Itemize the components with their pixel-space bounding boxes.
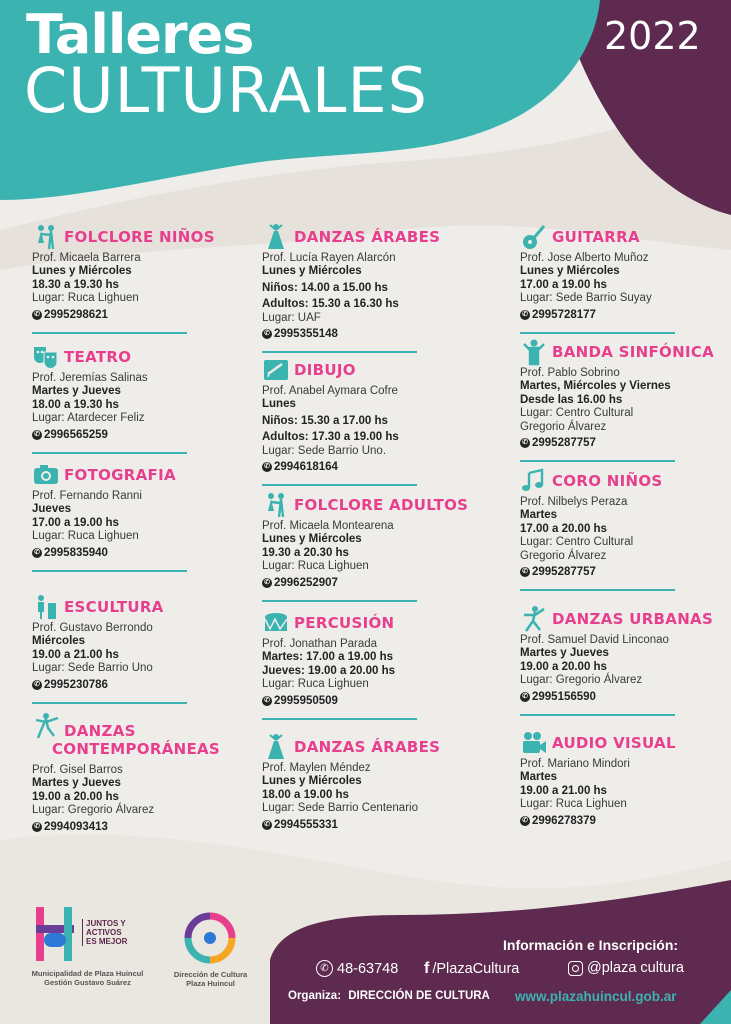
workshop-percusion (262, 608, 472, 720)
workshop-detail-line: 17.00 a 19.00 hs (520, 278, 607, 291)
workshop-name: DIBUJO (294, 361, 356, 379)
section-divider (520, 332, 675, 334)
drum-icon (262, 609, 290, 637)
workshop-phone-number: 2995156590 (532, 690, 596, 703)
workshop-detail-line: Lugar: Ruca Lighuen (262, 560, 369, 573)
workshop-detail-line: Prof. Pablo Sobrino (520, 367, 620, 379)
camera-icon (32, 461, 60, 489)
workshop-name: DANZAS ÁRABES (294, 738, 441, 756)
whatsapp-icon: ✆ (32, 822, 42, 832)
instagram-icon (568, 961, 583, 976)
workshop-banda-sinfonica (520, 337, 730, 462)
organiza-value: DIRECCIÓN DE CULTURA (348, 990, 490, 1002)
workshop-name-line2: CONTEMPORÁNEAS (52, 740, 221, 758)
workshop-detail-line: Gregorio Álvarez (520, 420, 607, 433)
workshop-detail-line: Prof. Anabel Aymara Cofre (262, 385, 398, 397)
workshop-audio-visual (520, 728, 730, 828)
workshop-detail-line: 18.00 a 19.00 hs (262, 788, 349, 801)
workshop-header (520, 337, 730, 367)
workshop-phone[interactable] (262, 460, 472, 474)
whatsapp-icon: ✆ (520, 310, 530, 320)
workshop-dibujo (262, 355, 472, 486)
workshop-detail-line: 17.00 a 20.00 hs (520, 522, 607, 535)
workshop-name: FOTOGRAFIA (64, 466, 176, 484)
workshop-name: CORO NIÑOS (552, 472, 663, 490)
belly-dancer-icon (262, 223, 290, 251)
workshop-phone[interactable] (32, 428, 242, 442)
workshop-name: DANZAS URBANAS (552, 610, 714, 628)
workshop-detail-line: Desde las 16.00 hs (520, 393, 623, 406)
workshop-detail-line: 17.00 a 19.00 hs (32, 516, 119, 529)
whatsapp-icon: ✆ (32, 548, 42, 558)
workshop-detail-line: Lugar: Ruca Lighuen (262, 678, 369, 691)
workshop-name: PERCUSIÓN (294, 614, 395, 632)
workshop-detail-line: Niños: 14.00 a 15.00 hs (262, 281, 388, 294)
workshop-detail-line: Lunes y Miércoles (262, 265, 362, 278)
workshop-detail-line: Prof. Samuel David Linconao (520, 634, 669, 646)
workshop-phone-number: 2996565259 (44, 428, 108, 441)
drawing-hand-icon (262, 356, 290, 384)
footer-phone[interactable] (316, 960, 398, 977)
workshop-phone-number: 2995835940 (44, 546, 108, 559)
workshop-name: DANZAS (64, 722, 136, 740)
whatsapp-icon: ✆ (32, 430, 42, 440)
section-divider (262, 351, 417, 353)
workshop-detail-line: Lugar: Ruca Lighuen (520, 798, 627, 811)
workshop-phone-number: 2994618164 (274, 461, 338, 474)
footer-phone-number: 48-63748 (337, 960, 399, 977)
whatsapp-icon: ✆ (262, 462, 272, 472)
belly-dancer-icon (262, 733, 290, 761)
whatsapp-icon: ✆ (32, 680, 42, 690)
workshop-detail-line: Martes y Jueves (32, 777, 121, 790)
workshop-detail-line: Miércoles (32, 635, 86, 648)
workshop-detail-line: Martes y Jueves (520, 647, 609, 660)
workshop-phone-number: 2995287757 (532, 437, 596, 450)
section-divider (32, 452, 187, 454)
workshop-header (520, 728, 730, 758)
title-culturales: CULTURALES (24, 54, 428, 127)
workshop-phone[interactable] (32, 546, 242, 560)
whatsapp-icon: ✆ (262, 820, 272, 830)
workshop-header (262, 355, 472, 385)
section-divider (262, 600, 417, 602)
workshop-detail-line: Prof. Jeremías Salinas (32, 372, 148, 384)
whatsapp-icon: ✆ (520, 567, 530, 577)
workshop-phone-number: 2996278379 (532, 814, 596, 827)
info-title: Información e Inscripción: (503, 937, 679, 953)
whatsapp-icon: ✆ (520, 692, 530, 702)
workshop-detail-line: Prof. Gustavo Berrondo (32, 622, 153, 634)
facebook-handle: /PlazaCultura (432, 961, 520, 977)
workshop-header (262, 608, 472, 638)
workshop-detail-line: Prof. Micaela Barrera (32, 252, 141, 264)
theater-masks-icon (32, 343, 60, 371)
workshop-detail-line: Prof. Nilbelys Peraza (520, 496, 628, 508)
workshop-detail-line: Lugar: Centro Cultural (520, 536, 634, 549)
footer-facebook[interactable] (424, 960, 519, 978)
section-divider (32, 702, 187, 704)
workshop-name: BANDA SINFÓNICA (552, 343, 715, 361)
workshop-phone[interactable] (262, 576, 472, 590)
section-divider (262, 718, 417, 720)
facebook-icon: f (424, 960, 430, 977)
workshop-detail-line: Lunes y Miércoles (262, 775, 362, 788)
workshop-phone-number: 2994093413 (44, 820, 108, 833)
footer-instagram[interactable] (568, 960, 684, 976)
workshop-phone[interactable] (520, 814, 730, 828)
website-link[interactable]: www.plazahuincul.gob.ar (515, 989, 677, 1004)
workshop-detail-line: Lugar: Sede Barrio Uno (32, 662, 153, 675)
guitar-icon (520, 223, 548, 251)
whatsapp-icon: ✆ (262, 578, 272, 588)
title-talleres: Talleres (26, 3, 254, 66)
cultura-caption-line2: Plaza Huincul (186, 979, 235, 988)
dancing-couple-icon (262, 491, 290, 519)
workshop-detail-line: Gregorio Álvarez (520, 549, 607, 562)
workshop-danzas-arabes-1 (262, 222, 472, 353)
conductor-icon (520, 338, 548, 366)
workshop-detail-line: 19.00 a 21.00 hs (520, 784, 607, 797)
municipal-caption-line1: Municipalidad de Plaza Huincul (31, 969, 144, 978)
workshop-detail-line: Prof. Gisel Barros (32, 764, 123, 776)
workshop-detail-line: Martes (520, 771, 558, 784)
municipal-caption (20, 969, 155, 987)
workshop-phone[interactable] (32, 308, 242, 322)
workshop-detail-line: Lugar: Gregorio Álvarez (520, 674, 643, 687)
workshop-phone-number: 2995355148 (274, 328, 338, 341)
cultura-caption-line1: Dirección de Cultura (173, 970, 248, 979)
urban-dancer-icon (520, 605, 548, 633)
workshop-header (32, 222, 242, 252)
workshop-detail-line: Prof. Jose Alberto Muñoz (520, 252, 649, 264)
workshop-phone-number: 2995728177 (532, 308, 596, 321)
cultura-caption (158, 970, 263, 988)
municipal-h-logo-icon (34, 905, 84, 963)
workshop-header (32, 460, 242, 490)
workshop-header (520, 466, 730, 496)
workshop-detail-line: Martes: 17.00 a 19.00 hs (262, 651, 394, 664)
workshop-phone[interactable] (520, 565, 730, 579)
workshop-detail-line: Martes (520, 509, 558, 522)
section-divider (262, 484, 417, 486)
workshop-detail-line: Prof. Fernando Ranni (32, 490, 142, 502)
slogan-line2: ACTIVOS (86, 928, 122, 937)
workshop-detail-line: Prof. Mariano Mindori (520, 758, 630, 770)
workshop-detail-line: Lugar: Centro Cultural (520, 407, 634, 420)
sculptor-icon (32, 593, 60, 621)
workshop-header (32, 342, 242, 372)
contemporary-dancer-icon (32, 712, 60, 740)
workshop-detail-line: Prof. Maylen Méndez (262, 762, 371, 774)
workshop-phone-number: 2995230786 (44, 678, 108, 691)
workshop-header (262, 222, 472, 252)
workshop-name: GUITARRA (552, 228, 640, 246)
workshop-escultura (32, 592, 242, 704)
phone-circle-icon: ✆ (316, 960, 333, 977)
section-divider (32, 570, 187, 572)
workshop-detail-line: Lunes y Miércoles (262, 533, 362, 546)
workshop-name: DANZAS ÁRABES (294, 228, 441, 246)
slogan-line3: ES MEJOR (86, 937, 128, 946)
workshop-detail-line: Lunes y Miércoles (520, 265, 620, 278)
workshop-danzas-arabes-2 (262, 732, 472, 832)
organiza-row (288, 990, 490, 1002)
video-camera-icon (520, 729, 548, 757)
workshop-name: ESCULTURA (64, 598, 164, 616)
workshop-detail-line: 19.00 a 20.00 hs (520, 660, 607, 673)
workshop-danzas-contemporaneas (32, 718, 242, 834)
section-divider (520, 714, 675, 716)
workshop-phone[interactable] (520, 308, 730, 322)
workshop-name: FOLCLORE NIÑOS (64, 228, 215, 246)
whatsapp-icon: ✆ (262, 696, 272, 706)
municipal-logo (34, 905, 144, 965)
workshop-phone[interactable] (262, 694, 472, 708)
workshop-phone[interactable] (520, 690, 730, 704)
workshop-folclore-adultos (262, 490, 472, 602)
workshop-phone[interactable] (520, 436, 730, 450)
workshop-coro-ninos (520, 466, 730, 591)
workshop-teatro (32, 342, 242, 454)
workshop-detail-line: Prof. Micaela Montearena (262, 520, 394, 532)
workshop-detail-line: Lunes y Miércoles (32, 265, 132, 278)
cultura-logo (180, 910, 240, 970)
workshop-detail-line: 19.00 a 20.00 hs (32, 790, 119, 803)
organiza-label: Organiza: (288, 990, 342, 1002)
workshop-detail-line: Martes y Jueves (32, 385, 121, 398)
workshop-folclore-ninos (32, 222, 242, 334)
whatsapp-icon: ✆ (520, 438, 530, 448)
section-divider (520, 460, 675, 462)
workshop-detail-line: 18.30 a 19.30 hs (32, 278, 119, 291)
workshop-detail-line: Jueves (32, 503, 72, 516)
municipal-caption-line2: Gestión Gustavo Suárez (44, 978, 131, 987)
workshop-header (32, 592, 242, 622)
whatsapp-icon: ✆ (32, 310, 42, 320)
workshop-detail-line: Niños: 15.30 a 17.00 hs (262, 414, 388, 427)
workshop-detail-line: Lugar: Gregorio Álvarez (32, 804, 155, 817)
workshop-detail-line: Lunes (262, 398, 296, 411)
workshop-phone[interactable] (32, 820, 242, 834)
workshop-detail-line: Adultos: 15.30 a 16.30 hs (262, 298, 399, 311)
workshop-detail-line: Lugar: Sede Barrio Suyay (520, 292, 652, 305)
workshop-header (262, 490, 472, 520)
workshop-detail-line: Lugar: Sede Barrio Uno. (262, 444, 387, 457)
workshop-name: AUDIO VISUAL (552, 734, 676, 752)
year-label: 2022 (604, 14, 701, 58)
dancing-couple-icon (32, 223, 60, 251)
workshop-name: FOLCLORE ADULTOS (294, 496, 469, 514)
workshop-phone[interactable] (262, 818, 472, 832)
instagram-handle: @plaza cultura (587, 960, 684, 976)
workshop-phone-number: 2995287757 (532, 566, 596, 579)
workshop-detail-line: 19.00 a 21.00 hs (32, 648, 119, 661)
workshop-detail-line: Prof. Jonathan Parada (262, 638, 378, 650)
whatsapp-icon: ✆ (262, 329, 272, 339)
workshop-detail-line: Martes, Miércoles y Viernes (520, 380, 671, 393)
cultura-ring-logo-icon (180, 910, 240, 966)
whatsapp-icon: ✆ (520, 816, 530, 826)
workshop-detail-line: Jueves: 19.00 a 20.00 hs (262, 664, 395, 677)
workshop-guitarra (520, 222, 730, 334)
workshop-name: TEATRO (64, 348, 132, 366)
workshop-detail-line: Lugar: Ruca Lighuen (32, 530, 139, 543)
workshop-header (520, 222, 730, 252)
workshop-phone-number: 2995950509 (274, 694, 338, 707)
workshop-phone-number: 2995298621 (44, 308, 108, 321)
workshop-detail-line: 18.00 a 19.30 hs (32, 398, 119, 411)
section-divider (520, 589, 675, 591)
section-divider (32, 332, 187, 334)
workshop-detail-line: Lugar: Ruca Lighuen (32, 292, 139, 305)
workshop-detail-line: Lugar: Sede Barrio Centenario (262, 802, 418, 815)
workshop-phone[interactable] (32, 678, 242, 692)
workshop-fotografia (32, 460, 242, 572)
workshop-detail-line: Lugar: Atardecer Feliz (32, 412, 145, 425)
workshop-danzas-urbanas (520, 604, 730, 716)
workshop-detail-line: Lugar: UAF (262, 311, 321, 324)
workshop-header (262, 732, 472, 762)
workshop-phone-number: 2994555331 (274, 818, 338, 831)
workshop-detail-line: 19.30 a 20.30 hs (262, 546, 349, 559)
workshop-header (32, 718, 242, 740)
workshop-detail-line: Prof. Lucía Rayen Alarcón (262, 252, 396, 264)
slogan-line1: JUNTOS Y (86, 919, 126, 928)
workshop-phone-number: 2996252907 (274, 576, 338, 589)
music-notes-icon (520, 467, 548, 495)
workshop-detail-line: Adultos: 17.30 a 19.00 hs (262, 431, 399, 444)
workshop-phone[interactable] (262, 327, 472, 341)
workshop-header (520, 604, 730, 634)
